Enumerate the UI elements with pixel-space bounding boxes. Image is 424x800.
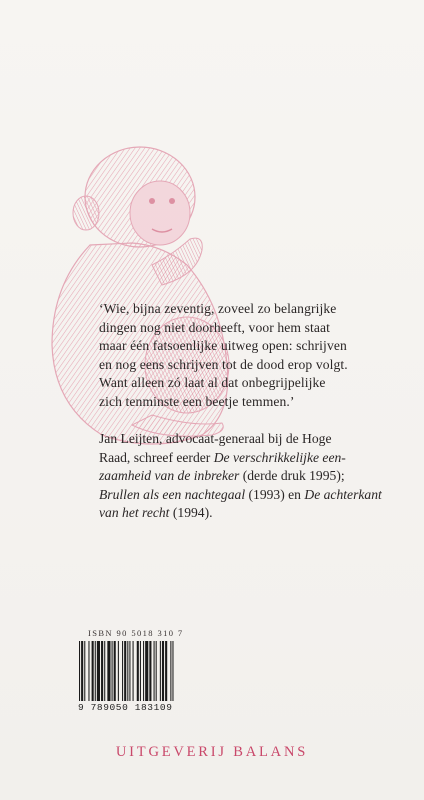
quote-line: maar één fatsoenlijke uitweg open: schrijven xyxy=(99,338,347,353)
barcode-bar xyxy=(127,641,128,701)
quote-block xyxy=(99,300,419,411)
barcode-bar xyxy=(104,641,105,701)
isbn-label: ISBN 90 5018 310 7 xyxy=(88,628,184,638)
barcode-digits: 9 789050 183109 xyxy=(78,702,173,713)
book-title: De verschrikkelijke een- xyxy=(213,449,346,465)
bio-text: (1993) en xyxy=(245,486,305,502)
barcode-bar xyxy=(165,641,167,701)
barcode-bar xyxy=(137,641,139,701)
publisher-name: UITGEVERIJ BALANS xyxy=(115,744,309,760)
barcode-bar xyxy=(112,641,113,701)
barcode-bar xyxy=(101,641,103,701)
bio-line xyxy=(99,486,419,505)
quote-line: en nog eens schrijven tot de dood erop volgt. xyxy=(99,356,348,372)
bio-text: Jan Leijten, advocaat-generaal bij de Hoge xyxy=(99,431,332,446)
quote-line: dingen nog niet doorheeft, voor hem staat xyxy=(99,319,330,335)
barcode-bar xyxy=(95,641,96,701)
barcode-bar xyxy=(154,641,155,701)
barcode-bar xyxy=(149,641,151,701)
bio-text: (derde druk 1995); xyxy=(239,468,345,483)
barcode-bar xyxy=(118,641,119,701)
bio-line xyxy=(99,449,419,468)
barcode-bar xyxy=(140,641,141,701)
book-title: zaamheid van de inbreker xyxy=(99,468,240,483)
bio-line xyxy=(99,430,419,449)
barcode-bar xyxy=(133,641,134,701)
barcode-bar xyxy=(129,641,130,701)
bio-text: (1994). xyxy=(169,505,213,520)
barcode-bar xyxy=(170,641,171,701)
book-title: van het recht xyxy=(99,505,170,520)
barcode-bar xyxy=(92,641,94,701)
barcode-bar xyxy=(107,641,110,701)
barcode-bar xyxy=(124,641,126,701)
barcode-bar xyxy=(172,641,173,701)
barcode-bars xyxy=(78,641,212,701)
barcode-bar xyxy=(143,641,144,701)
bio-line xyxy=(99,467,419,486)
barcode-bar xyxy=(84,641,85,701)
barcode xyxy=(78,641,218,713)
quote-line: Want alleen zó laat al dat onbegrijpelijke xyxy=(99,375,326,390)
quote-line: ‘Wie, bijna zeventig, zoveel zo belangrijke xyxy=(99,301,337,316)
barcode-bar xyxy=(160,641,161,701)
bio-text: Raad, schreef eerder xyxy=(99,449,214,465)
barcode-bar xyxy=(81,641,83,701)
barcode-bar xyxy=(97,641,100,701)
quote-line: zich tenminste een beetje temmen.’ xyxy=(99,393,295,409)
barcode-bar xyxy=(88,641,89,701)
book-title: De achterkant xyxy=(304,486,382,502)
book-title: Brullen als een nachtegaal xyxy=(99,486,246,502)
barcode-bar xyxy=(122,641,123,701)
author-bio xyxy=(99,430,419,523)
bio-line xyxy=(99,504,419,523)
barcode-bar xyxy=(162,641,164,701)
barcode-bar xyxy=(114,641,116,701)
barcode-bar xyxy=(156,641,157,701)
barcode-bar xyxy=(145,641,148,701)
barcode-bar xyxy=(79,641,80,701)
